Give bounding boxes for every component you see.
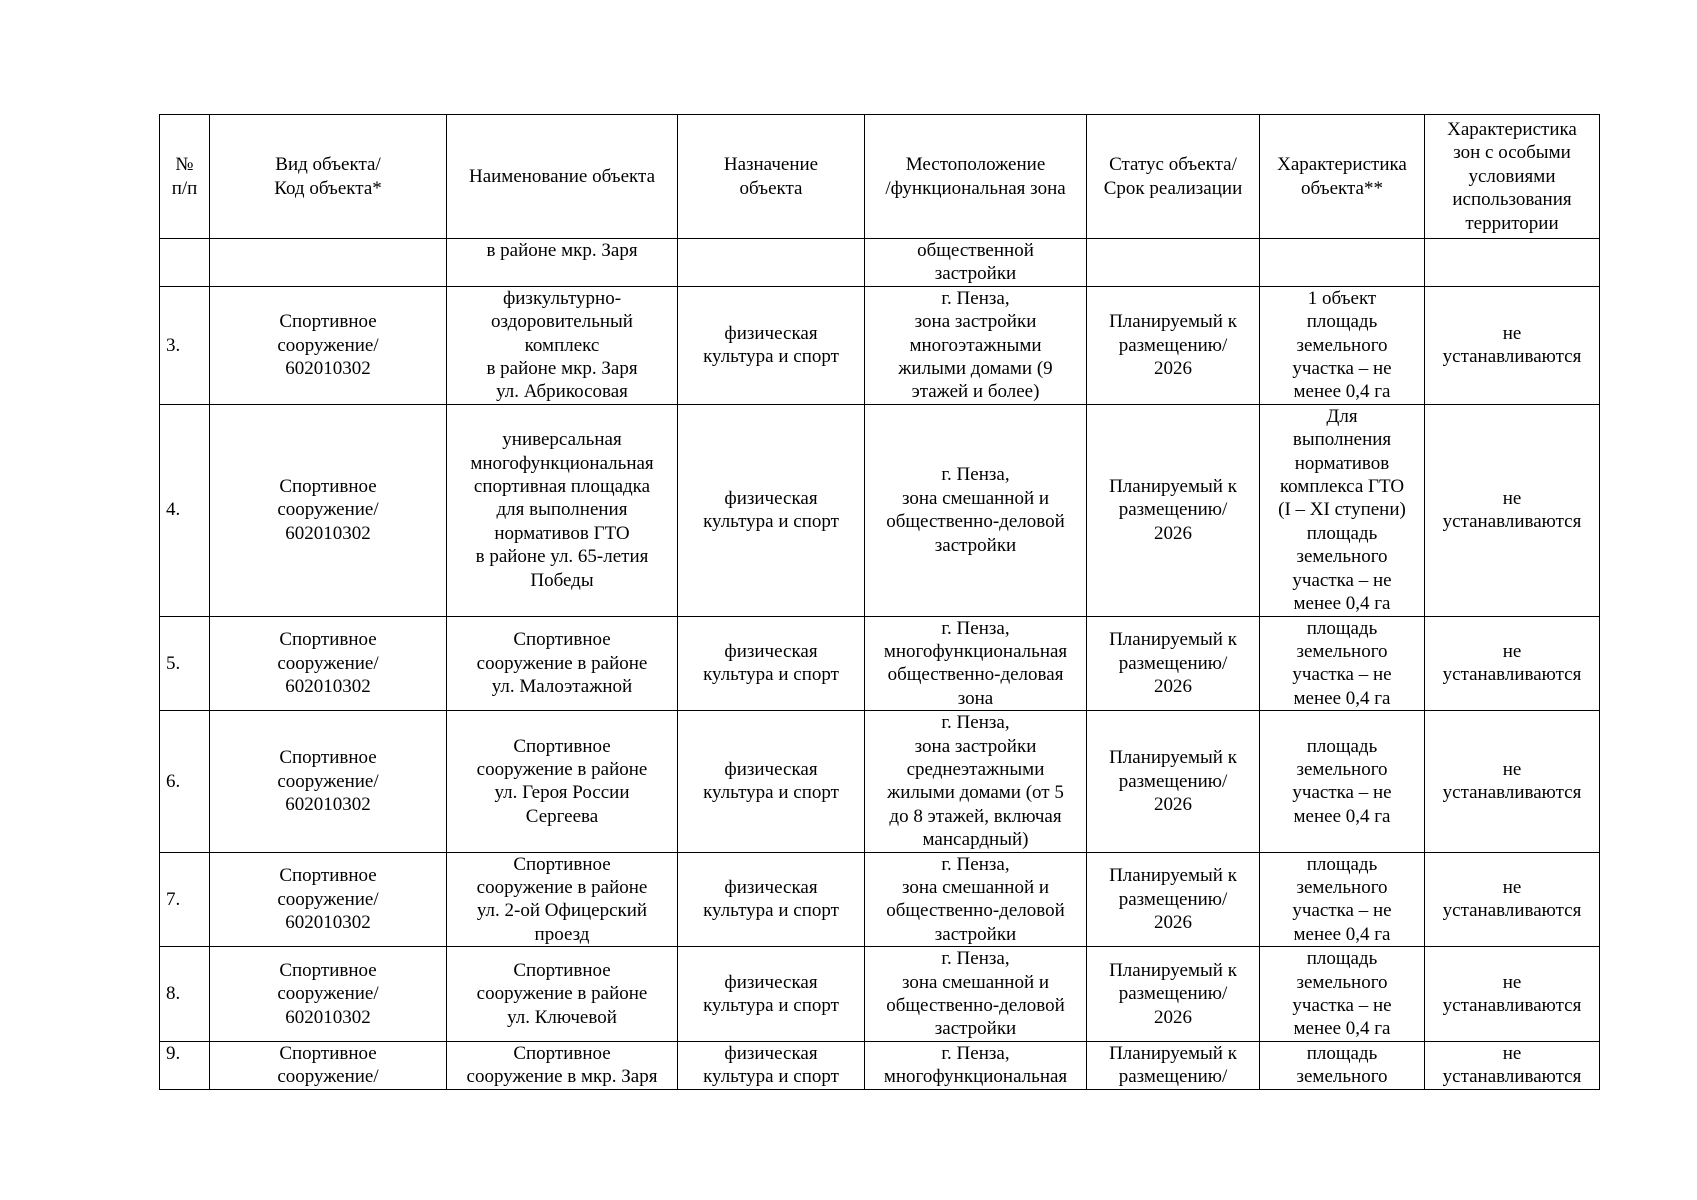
table-cell: Планируемый к размещению/ 2026 bbox=[1087, 852, 1260, 947]
table-cell: Планируемый к размещению/ 2026 bbox=[1087, 286, 1260, 404]
table-cell: Спортивное сооружение/ 602010302 bbox=[210, 852, 447, 947]
header-row bbox=[160, 115, 1600, 239]
table-cell: г. Пенза, зона смешанной и общественно-деловой застройки bbox=[865, 852, 1087, 947]
table-cell: г. Пенза, многофункциональная bbox=[865, 1041, 1087, 1089]
table-cell: физическая культура и спорт bbox=[678, 1041, 865, 1089]
table-cell: площадь земельного bbox=[1260, 1041, 1425, 1089]
header-location: Местоположение /функциональная зона bbox=[865, 115, 1087, 239]
table-cell: г. Пенза, зона застройки многоэтажными жилыми домами (9 этажей и более) bbox=[865, 286, 1087, 404]
table-cell: Спортивное сооружение в районе ул. Малоэтажной bbox=[447, 616, 678, 711]
table-cell: Спортивное сооружение/ 602010302 bbox=[210, 711, 447, 852]
objects-table bbox=[159, 114, 1600, 1090]
table-cell: Спортивное сооружение в районе ул. 2-ой Офицерский проезд bbox=[447, 852, 678, 947]
table-cell: физкультурно- оздоровительный комплекс в районе мкр. Заря ул. Абрикосовая bbox=[447, 286, 678, 404]
table-cell: Планируемый к размещению/ 2026 bbox=[1087, 947, 1260, 1042]
table-cell: физическая культура и спорт bbox=[678, 286, 865, 404]
table-row bbox=[160, 711, 1600, 852]
table-row bbox=[160, 286, 1600, 404]
table-cell: площадь земельного участка – не менее 0,4 га bbox=[1260, 711, 1425, 852]
header-object-name: Наименование объекта bbox=[447, 115, 678, 239]
table-cell: Спортивное сооружение/ 602010302 bbox=[210, 616, 447, 711]
header-number: № п/п bbox=[160, 115, 210, 239]
table-cell: физическая культура и спорт bbox=[678, 404, 865, 616]
table-cell: Спортивное сооружение в районе ул. Ключевой bbox=[447, 947, 678, 1042]
table-cell: Спортивное сооружение в мкр. Заря bbox=[447, 1041, 678, 1089]
header-characteristic: Характеристика объекта** bbox=[1260, 115, 1425, 239]
table-row bbox=[160, 947, 1600, 1042]
table-cell: г. Пенза, многофункциональная общественно-деловая зона bbox=[865, 616, 1087, 711]
table-cell: Планируемый к размещению/ bbox=[1087, 1041, 1260, 1089]
header-zone-conditions: Характеристика зон с особыми условиями использования территории bbox=[1425, 115, 1600, 239]
table-row bbox=[160, 404, 1600, 616]
table-cell: 1 объект площадь земельного участка – не менее 0,4 га bbox=[1260, 286, 1425, 404]
row-number: 6. bbox=[160, 711, 210, 852]
table-cell: площадь земельного участка – не менее 0,4 га bbox=[1260, 947, 1425, 1042]
table-cell bbox=[160, 239, 210, 287]
table-cell: не устанавливаются bbox=[1425, 1041, 1600, 1089]
row-number: 4. bbox=[160, 404, 210, 616]
table-cell: не устанавливаются bbox=[1425, 404, 1600, 616]
table-cell: Планируемый к размещению/ 2026 bbox=[1087, 711, 1260, 852]
table-cell: универсальная многофункциональная спортивная площадка для выполнения нормативов ГТО в районе ул. 65-летия Победы bbox=[447, 404, 678, 616]
table-row bbox=[160, 616, 1600, 711]
table-cell: не устанавливаются bbox=[1425, 852, 1600, 947]
table-cell: физическая культура и спорт bbox=[678, 852, 865, 947]
row-number: 7. bbox=[160, 852, 210, 947]
table-row bbox=[160, 1041, 1600, 1089]
row-number: 3. bbox=[160, 286, 210, 404]
table-cell: Планируемый к размещению/ 2026 bbox=[1087, 616, 1260, 711]
table-cell: Спортивное сооружение/ 602010302 bbox=[210, 947, 447, 1042]
table-cell: г. Пенза, зона смешанной и общественно-деловой застройки bbox=[865, 947, 1087, 1042]
table-row bbox=[160, 852, 1600, 947]
table-cell: физическая культура и спорт bbox=[678, 711, 865, 852]
table-cell: Спортивное сооружение/ bbox=[210, 1041, 447, 1089]
table-cell: не устанавливаются bbox=[1425, 711, 1600, 852]
table-cell: в районе мкр. Заря bbox=[447, 239, 678, 287]
table-cell: физическая культура и спорт bbox=[678, 616, 865, 711]
row-number: 5. bbox=[160, 616, 210, 711]
table-cell: Спортивное сооружение в районе ул. Героя России Сергеева bbox=[447, 711, 678, 852]
table-cell: общественной застройки bbox=[865, 239, 1087, 287]
table-cell bbox=[1260, 239, 1425, 287]
table-cell bbox=[678, 239, 865, 287]
table-cell: Для выполнения нормативов комплекса ГТО (I – XI ступени) площадь земельного участка – не менее 0,4 га bbox=[1260, 404, 1425, 616]
table-row-continuation bbox=[160, 239, 1600, 287]
table-cell: площадь земельного участка – не менее 0,4 га bbox=[1260, 616, 1425, 711]
row-number: 8. bbox=[160, 947, 210, 1042]
header-purpose: Назначение объекта bbox=[678, 115, 865, 239]
header-status: Статус объекта/ Срок реализации bbox=[1087, 115, 1260, 239]
table-cell: физическая культура и спорт bbox=[678, 947, 865, 1042]
table-cell: г. Пенза, зона смешанной и общественно-деловой застройки bbox=[865, 404, 1087, 616]
table-cell bbox=[210, 239, 447, 287]
table-cell: не устанавливаются bbox=[1425, 286, 1600, 404]
table-cell: не устанавливаются bbox=[1425, 947, 1600, 1042]
table-cell bbox=[1087, 239, 1260, 287]
table-cell: г. Пенза, зона застройки среднеэтажными жилыми домами (от 5 до 8 этажей, включая мансардный) bbox=[865, 711, 1087, 852]
table-cell: площадь земельного участка – не менее 0,4 га bbox=[1260, 852, 1425, 947]
table-cell: Планируемый к размещению/ 2026 bbox=[1087, 404, 1260, 616]
table-cell: Спортивное сооружение/ 602010302 bbox=[210, 286, 447, 404]
header-object-type: Вид объекта/ Код объекта* bbox=[210, 115, 447, 239]
row-number: 9. bbox=[160, 1041, 210, 1089]
table-cell: Спортивное сооружение/ 602010302 bbox=[210, 404, 447, 616]
table-cell bbox=[1425, 239, 1600, 287]
table-cell: не устанавливаются bbox=[1425, 616, 1600, 711]
